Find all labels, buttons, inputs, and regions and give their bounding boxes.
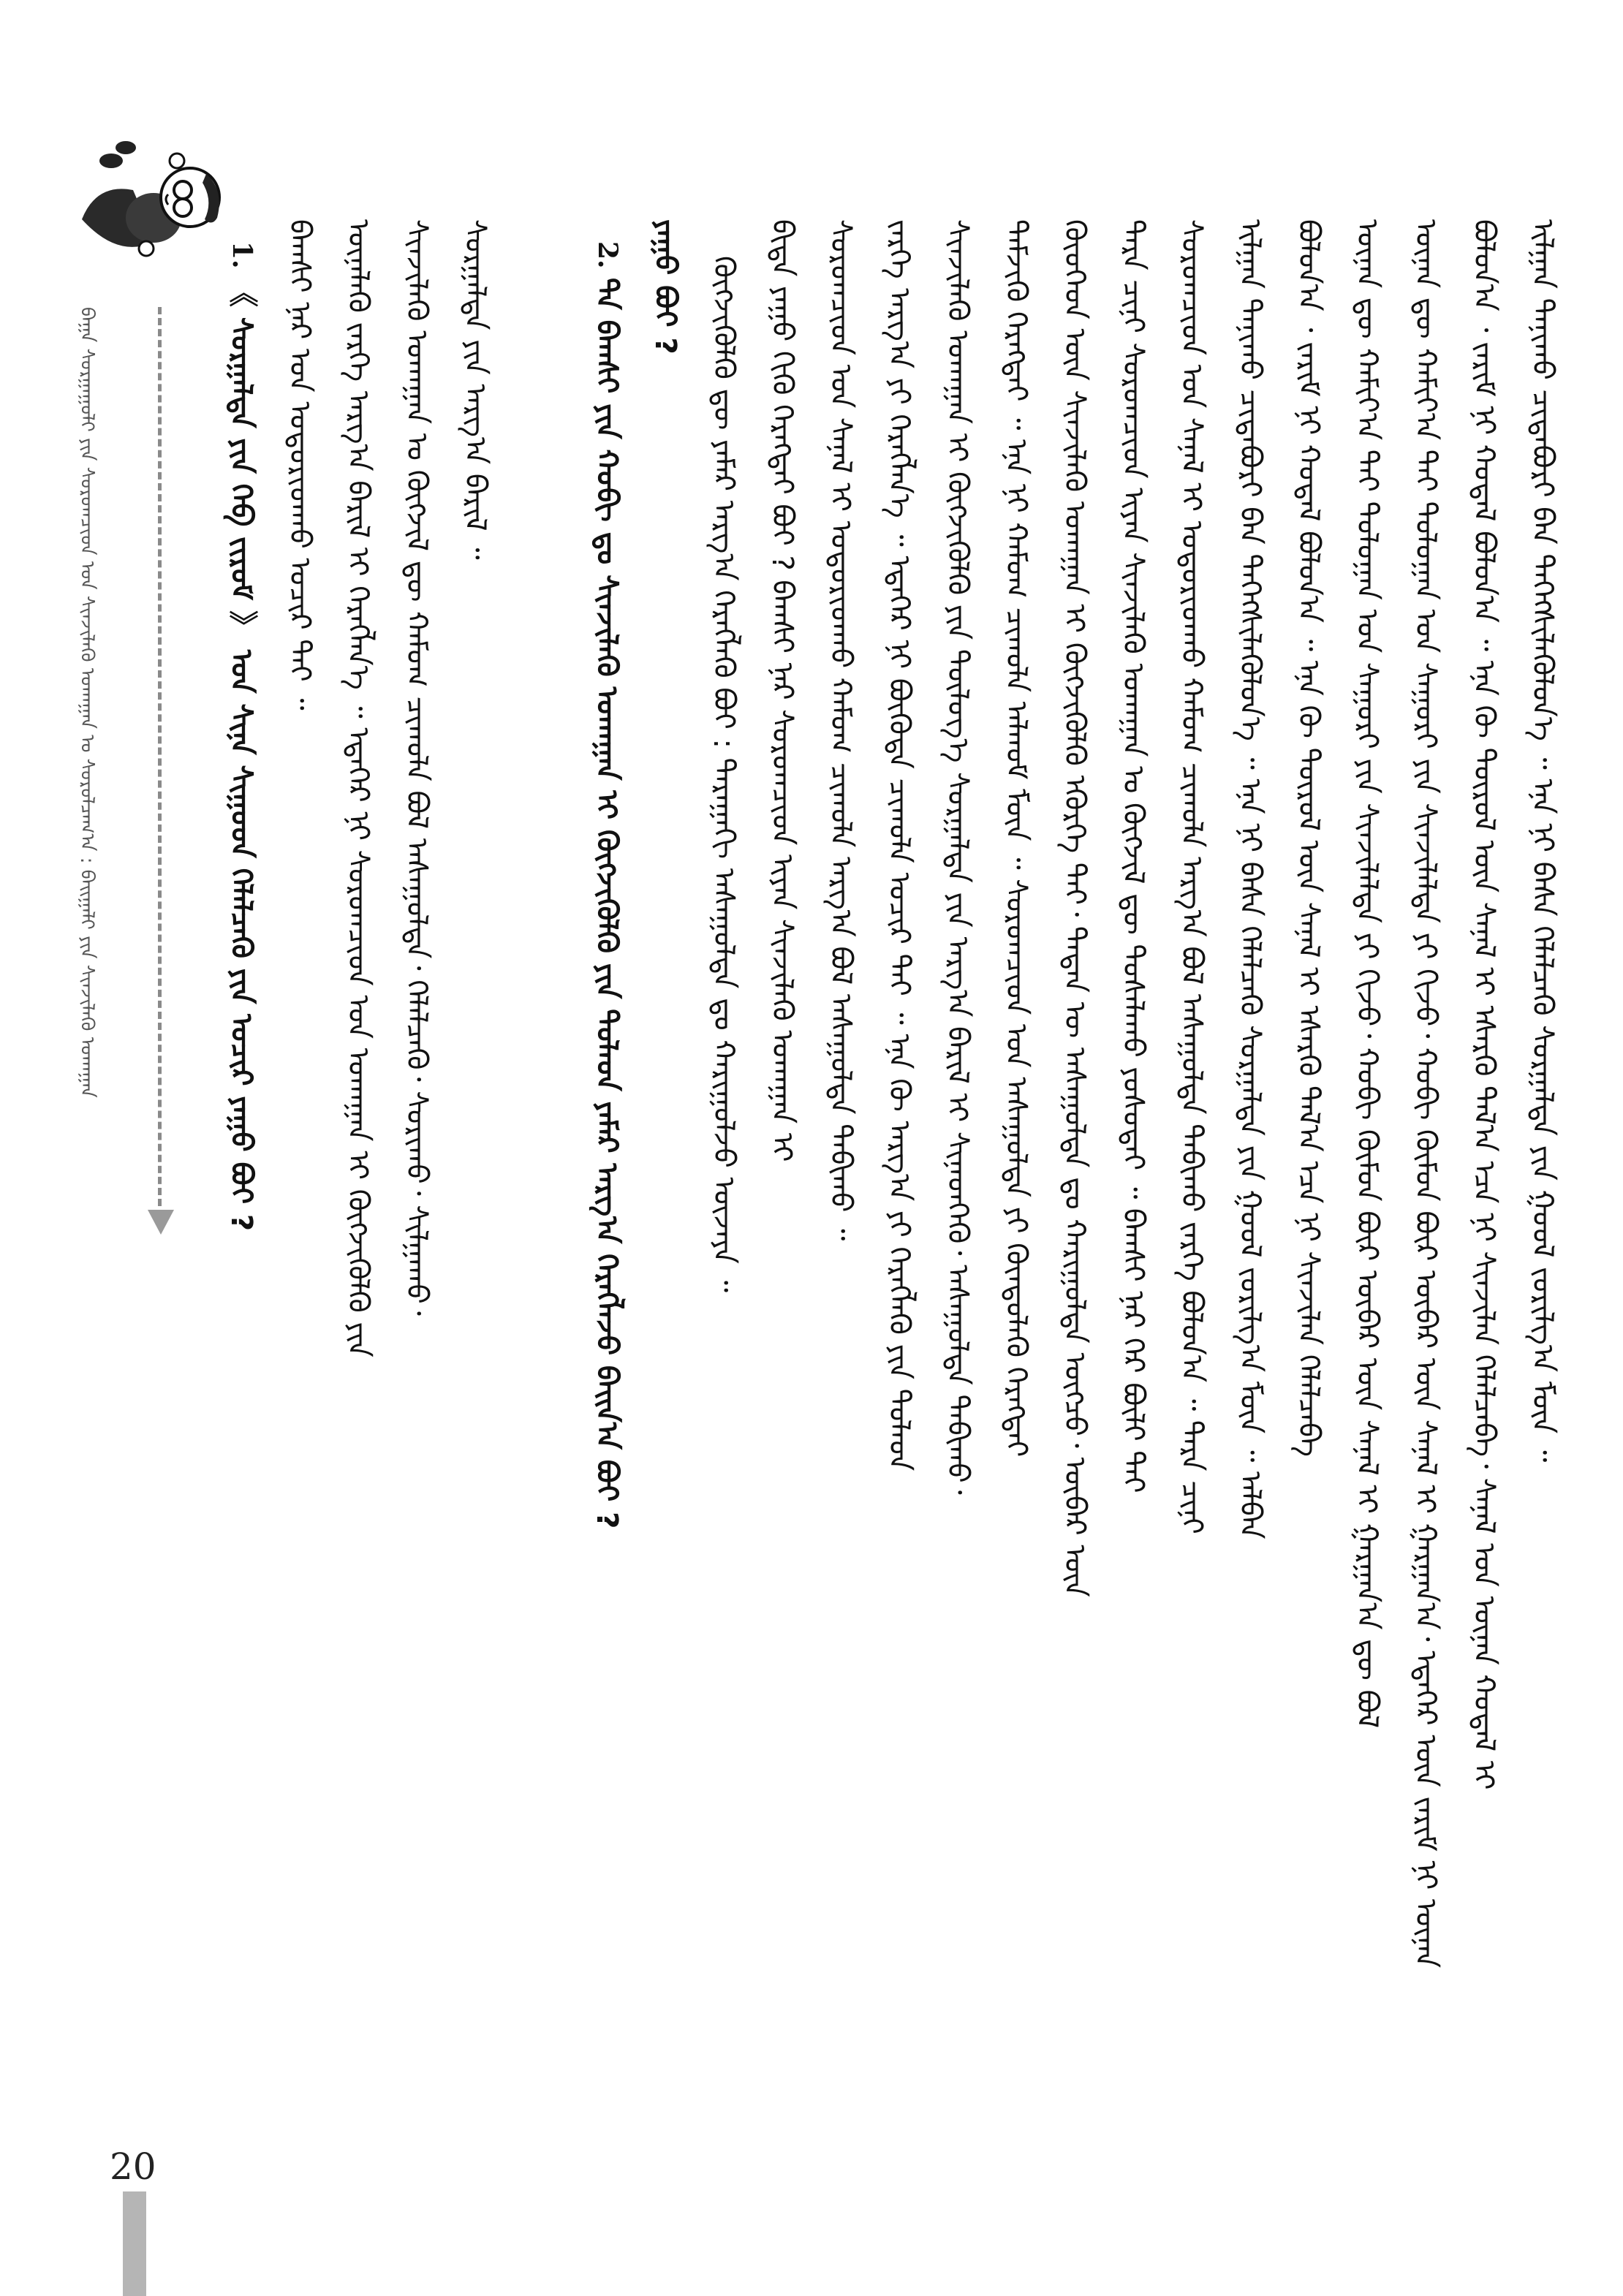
text-line: ᠪᠢᠳᠡ ᠶᠠᠭᠤ ᠬᠢᠬᠦ ᠬᠡᠷᠡᠭᠲᠡᠢ ᠪᠤᠢ ? ᠪᠠᠭᠰᠢ ᠨᠠᠷ ᠰᠤᠷᠤᠭᠴᠢᠳ ᠢᠶᠠᠨ ᠰᠢᠨᠵᠢᠯᠡᠬᠦ ᠤᠬᠠᠭᠠᠨ ᠢ xyxy=(765,219,799,1162)
text-line: ᠰᠤᠷᠭᠠᠯᠲᠠ ᠶᠢᠨ ᠠᠷᠭ᠎ᠠ ᠪᠠᠷᠢᠯ ᠃ xyxy=(458,219,492,560)
question-1-text: 《 ᠰᠤᠷᠭᠠᠯᠲᠠ ᠶᠢᠨ ᠬᠡᠪ ᠵᠢᠷᠤᠮ 》 ᠤᠨ ᠰᠢᠨᠡ ᠰᠢᠭᠤᠳ ᠬᠡᠯᠡᠯᠴᠡᠬᠦ ᠶᠢᠨ ᠤᠴᠢᠷ ᠶᠠᠭᠤ ᠪᠤᠢ ? xyxy=(224,278,258,1232)
text-line: ᠢᠯᠭᠠᠨ ᠲᠠᠨᠢᠬᠤ ᠴᠢᠳᠠᠪᠤᠷᠢ ᠪᠡᠨ ᠳᠡᠭᠡᠭᠰᠢᠯᠡᠭᠦᠯᠦᠨ᠎ᠡ ᠃ ᠡᠨᠡ ᠨᠢ ᠪᠠᠰᠠ ᠬᠡᠯᠡᠯᠴᠡᠬᠦ ᠰᠤᠷᠭᠠᠯᠲᠠ ᠶᠢᠨ ᠭᠣᠣᠯ ᠵᠣᠷᠢᠯᠭ᠎ᠠ ᠮᠥᠨ ᠃ ᠠᠯᠪᠠᠨ xyxy=(1233,219,1267,1539)
running-head: ᠪᠠᠭᠠ ᠰᠤᠷᠭᠠᠭᠤᠯᠢ ᠶᠢᠨ ᠰᠤᠷᠤᠭᠴᠢᠳ ᠤᠨ ᠰᠢᠨᠵᠢᠯᠡᠬᠦ ᠤᠬᠠᠭᠠᠨ ᠤ ᠰᠤᠷᠤᠯᠴᠠᠭ᠎ᠠ : ᠪᠠᠢᠭᠠᠯᠢ ᠶᠢᠨ ᠰᠢᠨᠵᠢᠯᠡᠬᠦ ᠤᠬᠠᠭᠠᠨ xyxy=(76,307,98,1098)
text-line: ᠬᠥᠭᠵᠢᠭᠦᠯᠬᠦ ᠳᠦ ᠶᠠᠮᠠᠷ ᠠᠷᠭ᠎ᠠ ᠬᠡᠷᠡᠭᠯᠡᠬᠦ ᠪᠤᠢ : ᠳᠠᠷᠠᠭᠠᠬᠢ ᠠᠰᠠᠭᠤᠯᠲᠠ ᠳᠤ ᠬᠠᠷᠢᠭᠤᠯᠵᠤ ᠦᠵᠡᠶᠡ ᠃ xyxy=(707,256,741,1293)
text-line: ᠳᠡᠮᠵᠢᠬᠦ ᠬᠡᠷᠡᠭᠲᠡᠢ ᠃ ᠡᠨᠡ ᠨᠢ ᠬᠠᠮᠤᠭ ᠴᠢᠬᠤᠯᠠ ᠠᠯᠬᠤᠮ ᠮᠥᠨ ᠃ ᠰᠤᠷᠤᠭᠴᠢᠳ ᠤᠨ ᠠᠰᠠᠭᠤᠯᠲᠠ ᠶᠢ ᠬᠦᠨᠳᠦᠯᠡᠬᠦ ᠬᠡᠷᠡᠭᠲᠡᠢ xyxy=(999,219,1033,1458)
text-line: ᠦᠨᠡᠨ ᠳᠦ ᠬᠠᠮᠢᠶ᠎ᠠ ᠲᠠᠢ ᠳᠤᠯᠤᠭᠠᠨ ᠤᠨ ᠰᠠᠭᠤᠷᠢ ᠶᠢᠨ ᠰᠢᠨᠵᠢᠯᠡᠯᠲᠡ ᠶᠢ ᠬᠢᠵᠦ᠂ ᠬᠤᠪᠢ ᠬᠦᠮᠦᠨ ᠪᠦᠷ ᠦᠪᠡᠷ ᠦᠨ ᠰᠠᠨᠠᠯ ᠢ ᠭᠠᠷᠭᠠᠨ᠎ᠠ᠂ ᠡᠳᠡᠭᠡᠷ ᠦᠨ ᠵᠠᠷᠢᠮ ᠨᠢ ᠦᠨᠡᠨ xyxy=(1409,219,1442,1969)
question-2-number: 2. xyxy=(592,241,623,269)
question-1-number: 1. xyxy=(227,241,257,269)
text-line: ᠰᠤᠷᠤᠭᠴᠢᠳ ᠤᠨ ᠰᠠᠨᠠᠯ ᠢ ᠤᠳᠤᠷᠢᠳᠬᠤ ᠬᠠᠮᠤᠭ ᠴᠢᠬᠤᠯᠠ ᠠᠷᠭ᠎ᠠ ᠪᠣᠯ ᠠᠰᠠᠭᠤᠯᠲᠠ ᠲᠠᠪᠢᠬᠤ ᠃ xyxy=(824,219,858,1241)
text-line: ᠬᠦᠦᠬᠡᠳ ᠦᠨ ᠰᠢᠨᠵᠢᠯᠡᠬᠦ ᠤᠬᠠᠭᠠᠨ ᠢ ᠬᠥᠭᠵᠢᠭᠦᠯᠬᠦ ᠡᠭᠦᠷᠭᠡ ᠲᠠᠢ᠂ ᠲᠡᠳᠡᠨ ᠦ ᠠᠰᠠᠭᠤᠯᠲᠠ ᠳᠤ ᠬᠠᠷᠢᠭᠤᠯᠲᠠ ᠥᠭᠴᠦ᠂ ᠥᠪᠡᠷ ᠦᠨ xyxy=(1058,219,1092,1597)
text-line: ᠰᠢᠨᠵᠢᠯᠡᠬᠦ ᠤᠬᠠᠭᠠᠨ ᠤ ᠬᠥᠭᠵᠢᠯ ᠳᠦ ᠬᠠᠮᠤᠭ ᠴᠢᠬᠤᠯᠠ ᠪᠣᠯ ᠠᠰᠠᠭᠤᠯᠲᠠ᠂ ᠬᠡᠯᠡᠯᠴᠡᠬᠦ᠂ ᠰᠣᠷᠢᠬᠤ᠂ ᠰᠢᠯᠭᠠᠬᠤ᠂ xyxy=(400,219,434,1316)
mascot-illustration xyxy=(67,132,228,285)
page-number: 20 xyxy=(110,2145,156,2188)
text-line: ᠰᠢᠨᠵᠢᠯᠡᠬᠦ ᠤᠬᠠᠭᠠᠨ ᠢ ᠬᠥᠭᠵᠢᠭᠦᠯᠬᠦ ᠶᠢᠨ ᠲᠥᠯᠥᠭ᠎ᠡ ᠰᠤᠷᠭᠠᠯᠲᠠ ᠶᠢᠨ ᠠᠷᠭ᠎ᠠ ᠪᠠᠷᠢᠯ ᠢ ᠰᠢᠨᠡᠳᠭᠡᠬᠦ᠂ ᠠᠰᠠᠭᠤᠯᠲᠠ ᠲᠠᠪᠢᠬᠤ᠂ xyxy=(941,219,975,1495)
page-edge-tab xyxy=(123,2191,146,2296)
text-line: ᠦᠨᠡᠨ ᠳᠦ ᠬᠠᠮᠢᠶ᠎ᠠ ᠲᠠᠢ ᠳᠤᠯᠤᠭᠠᠨ ᠤᠨ ᠰᠠᠭᠤᠷᠢ ᠶᠢᠨ ᠰᠢᠨᠵᠢᠯᠡᠯᠲᠡ ᠶᠢ ᠬᠢᠵᠦ᠂ ᠬᠤᠪᠢ ᠬᠦᠮᠦᠨ ᠪᠦᠷ ᠦᠪᠡᠷ ᠦᠨ ᠰᠠᠨᠠᠯ ᠢ ᠭᠠᠷᠭᠠᠨ᠎ᠠ ᠳᠦ ᠪᠣᠯ xyxy=(1350,219,1384,1729)
text-line: ᠪᠠᠭᠰᠢ ᠨᠠᠷ ᠤᠨ ᠤᠳᠤᠷᠢᠳᠬᠤ ᠤᠴᠢᠷ ᠲᠠᠢ ᠃ xyxy=(283,219,317,711)
triangle-arrow-icon xyxy=(148,1210,174,1235)
text-line: ᠵᠡᠷᠭᠡ ᠠᠷᠭ᠎ᠠ ᠶᠢ ᠬᠡᠷᠡᠭᠯᠡᠨ᠎ᠡ ᠃ ᠡᠳᠡᠭᠡᠷ ᠨᠢ ᠪᠦᠭᠦᠳᠡ ᠴᠢᠬᠤᠯᠠ ᠤᠴᠢᠷ ᠲᠠᠢ ᠃ ᠡᠨᠡ ᠬᠦ ᠠᠷᠭ᠎ᠠ ᠶᠢ ᠬᠡᠷᠡᠭᠯᠡᠬᠦ ᠶᠢᠨ ᠲᠤᠯᠠᠳ xyxy=(882,219,916,1471)
text-line: ᠪᠣᠯᠣᠨ᠎ᠠ ᠂ ᠵᠠᠷᠢᠮ ᠨᠢ ᠬᠣᠳᠠᠯ ᠪᠣᠯᠣᠨ᠎ᠠ ᠃ ᠡᠨᠡ ᠬᠦ ᠲᠦᠷᠦᠯ ᠦᠨ ᠰᠠᠨᠠᠯ ᠢ ᠡᠰᠡᠷᠭᠦ ᠲᠠᠯ᠎ᠠ ᠡᠴᠡ ᠨᠢ ᠰᠢᠨᠵᠢᠯᠡᠨ ᠬᠡᠯᠡᠯᠴᠡᠪᠡ᠂ ᠰᠠᠨᠠᠯ ᠤᠨ ᠦᠨᠡᠨ ᠬᠣᠳᠠᠯ ᠢ xyxy=(1467,219,1501,1790)
dashed-divider xyxy=(158,307,162,1206)
text-line: ᠢᠯᠭᠠᠨ ᠲᠠᠨᠢᠬᠤ ᠴᠢᠳᠠᠪᠤᠷᠢ ᠪᠡᠨ ᠳᠡᠭᠡᠭᠰᠢᠯᠡᠭᠦᠯᠦᠨ᠎ᠡ ᠃ ᠡᠨᠡ ᠨᠢ ᠪᠠᠰᠠ ᠬᠡᠯᠡᠯᠴᠡᠬᠦ ᠰᠤᠷᠭᠠᠯᠲᠠ ᠶᠢᠨ ᠭᠣᠣᠯ ᠵᠣᠷᠢᠯᠭ᠎ᠠ ᠮᠥᠨ ᠃ xyxy=(1526,219,1559,1463)
text-line: ᠪᠣᠯᠣᠨ᠎ᠠ ᠂ ᠵᠠᠷᠢᠮ ᠨᠢ ᠬᠣᠳᠠᠯ ᠪᠣᠯᠣᠨ᠎ᠠ ᠃ ᠡᠨᠡ ᠬᠦ ᠲᠦᠷᠦᠯ ᠦᠨ ᠰᠠᠨᠠᠯ ᠢ ᠡᠰᠡᠷᠭᠦ ᠲᠠᠯ᠎ᠠ ᠡᠴᠡ ᠨᠢ ᠰᠢᠨᠵᠢᠯᠡᠨ ᠬᠡᠯᠡᠯᠴᠡᠪᠡ xyxy=(1292,219,1325,1457)
question-2-text: ᠲᠠ ᠪᠠᠭᠰᠢ ᠶᠢᠨ ᠬᠤᠪᠢ ᠳᠤ ᠰᠢᠨᠵᠢᠯᠡᠬᠦ ᠤᠬᠠᠭᠠᠨ ᠢ ᠬᠥᠭᠵᠢᠭᠦᠯᠬᠦ ᠶᠢᠨ ᠲᠤᠯᠠᠳ ᠶᠠᠮᠠᠷ ᠠᠷᠭ᠎ᠠ ᠬᠡᠷᠡᠭᠯᠡᠵᠦ ᠪᠠᠢᠨ᠎ᠠ ᠪᠤᠢ ? xyxy=(590,278,624,1529)
question-2-continuation: ᠶᠠᠭᠤ ᠪᠤᠢ ? xyxy=(648,219,682,355)
text-line: ᠲᠡᠷᠡ ᠴᠢᠨᠢ ᠰᠤᠷᠤᠭᠴᠢᠳ ᠢᠶᠠᠨ ᠰᠢᠨᠵᠢᠯᠡᠬᠦ ᠤᠬᠠᠭᠠᠨ ᠤ ᠬᠥᠭᠵᠢᠯ ᠳᠦ ᠲᠤᠰᠠᠯᠠᠬᠤ ᠶᠤᠰᠤᠲᠠᠢ ᠃ ᠪᠠᠭᠰᠢ ᠨᠠᠷ ᠭᠡᠷ ᠪᠦᠯᠢ ᠲᠠᠢ xyxy=(1116,219,1150,1493)
text-line: ᠰᠤᠷᠤᠭᠴᠢᠳ ᠤᠨ ᠰᠠᠨᠠᠯ ᠢ ᠤᠳᠤᠷᠢᠳᠬᠤ ᠬᠠᠮᠤᠭ ᠴᠢᠬᠤᠯᠠ ᠠᠷᠭ᠎ᠠ ᠪᠣᠯ ᠠᠰᠠᠭᠤᠯᠲᠠ ᠲᠠᠪᠢᠬᠤ ᠵᠡᠷᠭᠡ ᠪᠣᠯᠤᠨ᠎ᠠ ᠃ ᠲᠡᠷᠡ ᠴᠢᠨᠢ xyxy=(1175,219,1208,1534)
text-line: ᠦᠨᠡᠯᠡᠬᠦ ᠵᠡᠷᠭᠡ ᠠᠷᠭ᠎ᠠ ᠪᠠᠷᠢᠯ ᠢ ᠬᠡᠷᠡᠭᠯᠡᠨ᠎ᠡ ᠃ ᠡᠳᠡᠭᠡᠷ ᠨᠢ ᠰᠤᠷᠤᠭᠴᠢᠳ ᠤᠨ ᠤᠬᠠᠭᠠᠨ ᠢ ᠬᠥᠭᠵᠢᠭᠦᠯᠬᠦ ᠶᠢᠨ xyxy=(341,219,375,1357)
